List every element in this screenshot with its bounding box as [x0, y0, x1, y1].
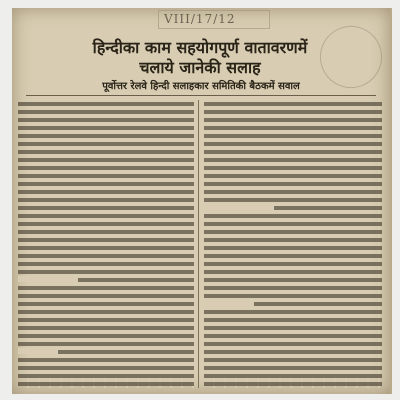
body-column-left: [18, 100, 194, 388]
paragraph-break: [18, 348, 58, 354]
column-divider: [198, 100, 199, 388]
paragraph-break: [18, 276, 78, 282]
headline-line-1: हिन्दीका काम सहयोगपूर्ण वातावरणमें: [92, 38, 308, 57]
headline: [20, 38, 380, 78]
reference-number: VIII/17/12: [164, 12, 236, 26]
newspaper-clipping: [12, 8, 392, 394]
paragraph-break: [204, 204, 274, 210]
body-column-right: [204, 100, 382, 388]
headline-line-2: चलाये जानेकी सलाह: [139, 58, 261, 77]
subheading: पूर्वोत्तर रेलवे हिन्दी सलाहकार समितिकी बैठकमें सवाल: [26, 80, 376, 96]
paragraph-break: [204, 300, 254, 306]
